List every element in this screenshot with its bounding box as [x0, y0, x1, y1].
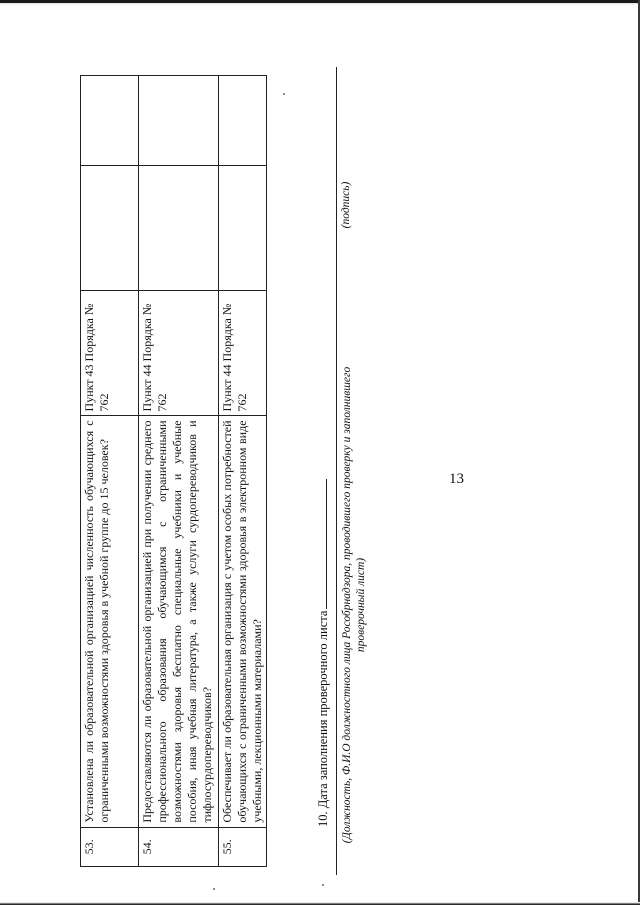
row-answer-cell: [139, 165, 219, 290]
page-number: 13: [449, 471, 464, 487]
row-question: Установлена ли образовательной организацией численность обучающихся с ограниченными возможностями здоровья в учебной группе до 15 человек?: [81, 416, 139, 827]
table-row: [219, 76, 267, 867]
row-question: Предоставляются ли образовательной организацией при получении среднего профессионального образования обучающимся с ограниченными возможностями здоровья бесплатно специальные учебники и учебные пособия, иная учебная литература, а также услуги сурдопереводчиков и тифлосурдопереводчиков?: [139, 416, 219, 827]
fill-date-label: 10. Дата заполнения проверочного листа: [316, 610, 330, 827]
row-number: 53.: [81, 827, 139, 866]
row-number: 55.: [219, 827, 267, 866]
signature-label: (подпись): [340, 181, 352, 229]
row-answer-cell: [81, 165, 139, 290]
scan-edge-top: [0, 0, 640, 5]
checklist-table: [80, 75, 267, 867]
scan-speck: [322, 884, 324, 886]
table-row: [81, 76, 139, 867]
row-answer-cell: [219, 165, 267, 290]
row-reference: Пункт 43 Порядка № 762: [81, 291, 139, 416]
table-row: [139, 76, 219, 867]
signature-caption: (Должность, Ф.И.О должностного лица Рособрнадзора, проводившего проверку и заполнившего проверочный лист): [341, 366, 367, 844]
row-reference: Пункт 44 Порядка № 762: [219, 291, 267, 416]
fill-date-line: [316, 479, 331, 827]
rotated-page-content: [80, 65, 464, 875]
fill-date-blank: [316, 479, 327, 609]
row-comment-cell: [81, 76, 139, 166]
row-comment-cell: [219, 76, 267, 166]
row-reference: Пункт 44 Порядка № 762: [139, 291, 219, 416]
scan-speck: [213, 888, 215, 890]
row-number: 54.: [139, 827, 219, 866]
row-comment-cell: [139, 76, 219, 166]
row-question: Обеспечивает ли образовательная организация с учетом особых потребностей обучающихся с ограниченными возможностями здоровья в электронном виде учебными, лекционными материалами?: [219, 416, 267, 827]
signature-line: [336, 67, 337, 875]
